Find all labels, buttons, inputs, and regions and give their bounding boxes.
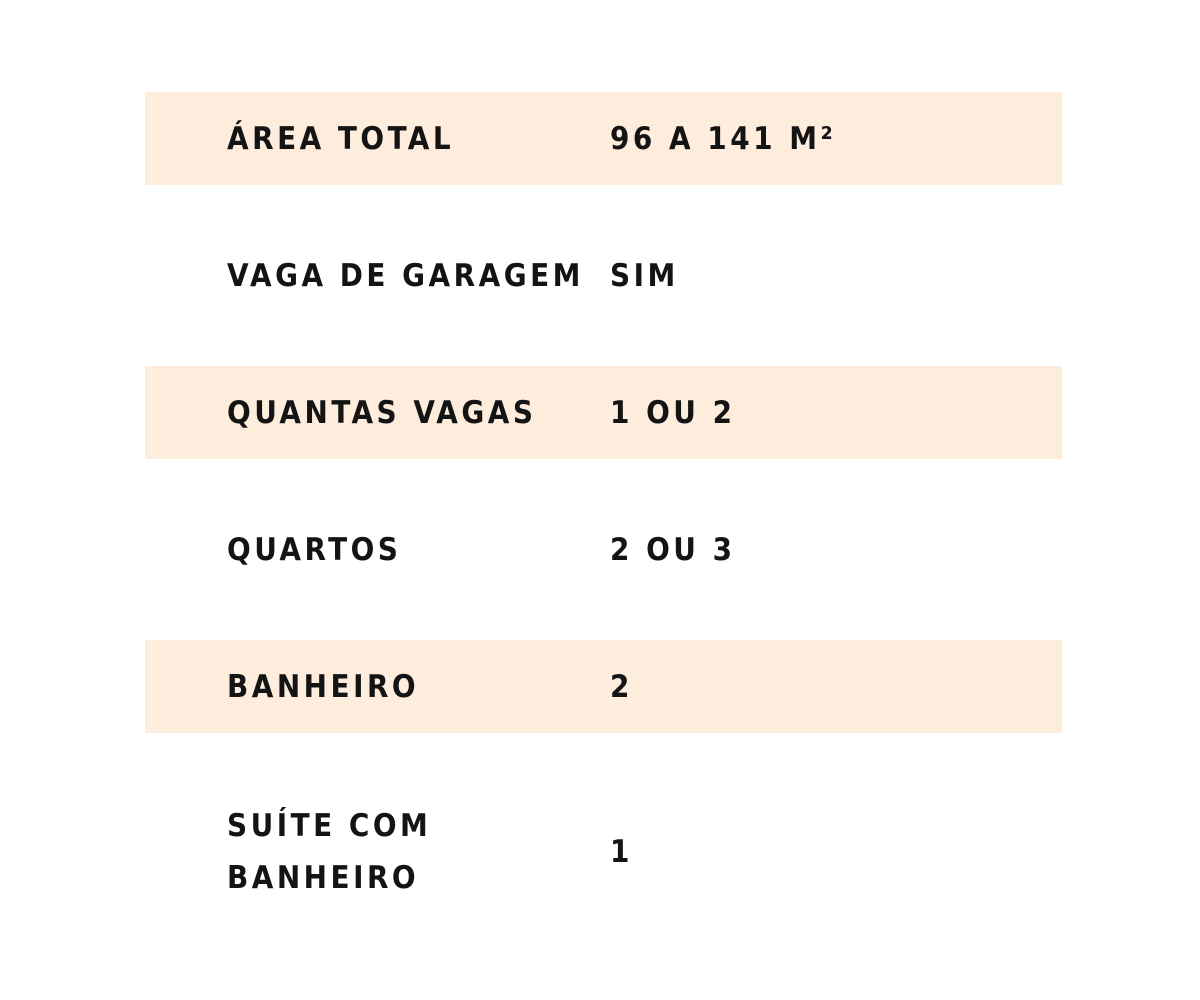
spec-row-quartos: [145, 503, 1062, 596]
spec-value: 1: [610, 834, 633, 870]
spec-label: BANHEIRO: [227, 668, 420, 705]
spec-row-banheiro: [145, 640, 1062, 733]
spec-value: 2 OU 3: [610, 531, 736, 568]
spec-value: 1 OU 2: [610, 394, 736, 431]
spec-label: ÁREA TOTAL: [227, 120, 455, 157]
spec-value: 96 A 141 M²: [610, 120, 837, 157]
spec-label: QUANTAS VAGAS: [227, 394, 537, 431]
spec-value: 2: [610, 668, 633, 705]
spec-row-suite-com-banheiro: [145, 777, 1062, 927]
spec-label: VAGA DE GARAGEM: [227, 257, 584, 294]
spec-row-quantas-vagas: [145, 366, 1062, 459]
spec-row-area-total: [145, 92, 1062, 185]
spec-value: SIM: [610, 257, 679, 294]
spec-label: QUARTOS: [227, 531, 402, 568]
specs-table: [145, 92, 1062, 927]
spec-row-vaga-de-garagem: [145, 229, 1062, 322]
spec-label: SUÍTE COM BANHEIRO: [227, 808, 432, 896]
